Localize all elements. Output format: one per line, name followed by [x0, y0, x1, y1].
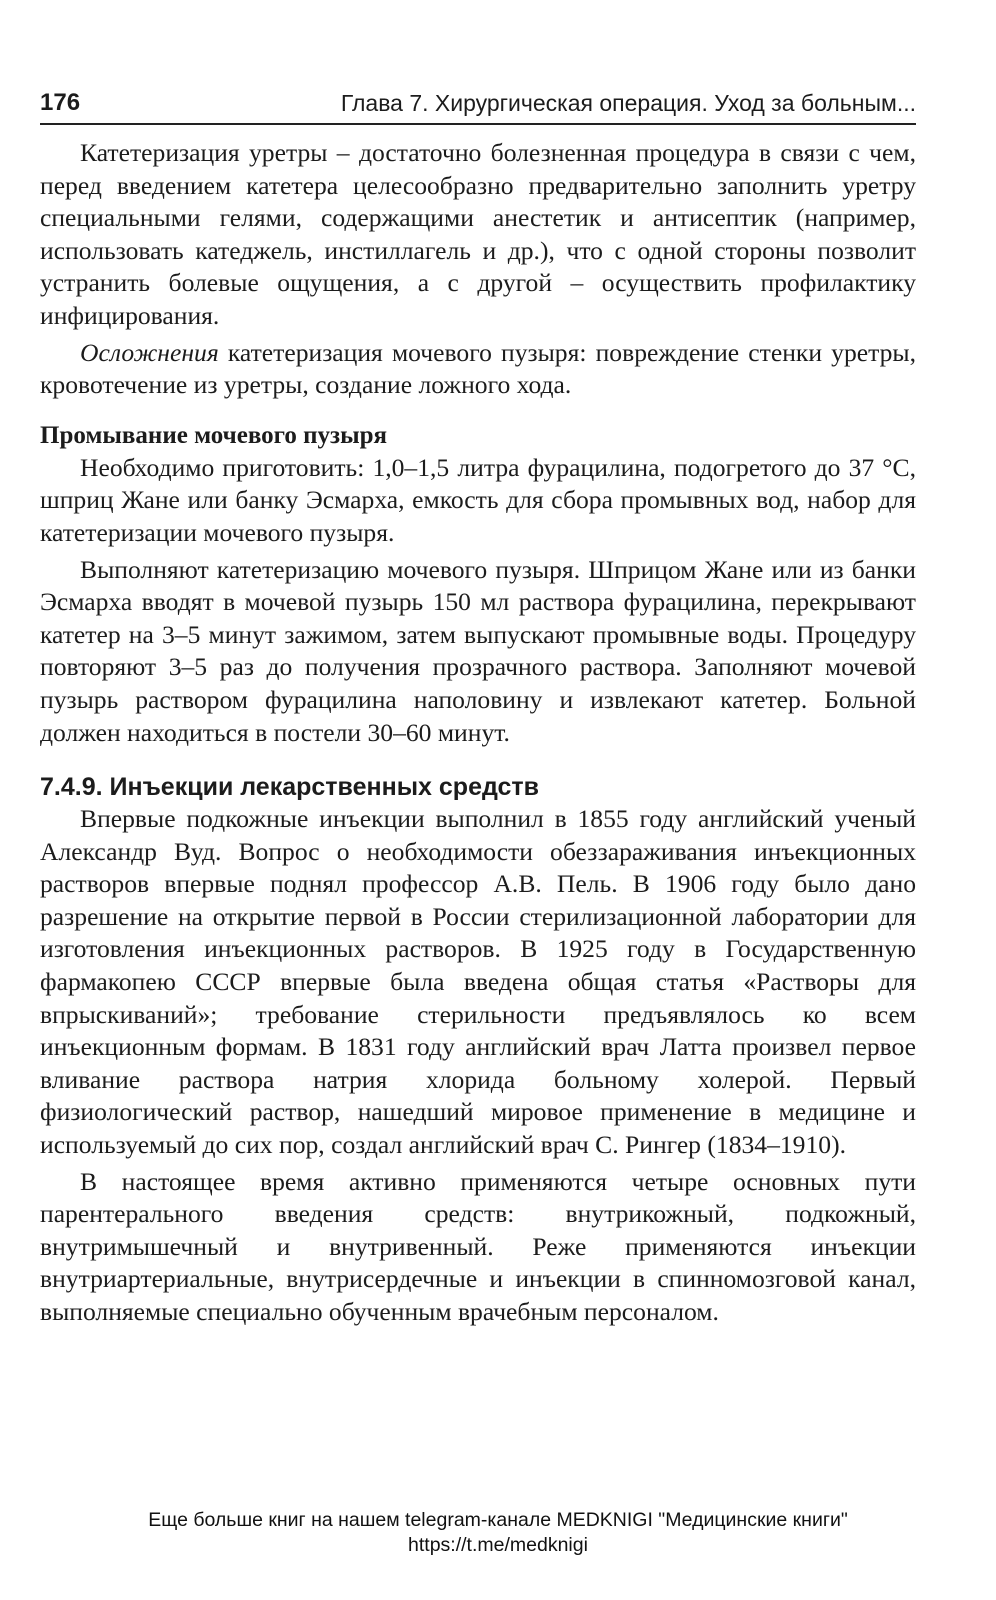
footer-link[interactable]: https://t.me/medknigi — [408, 1534, 588, 1556]
paragraph-irrigation-procedure: Выполняют катетеризацию мочевого пузыря. Шприцом Жане или из банки Эсмарха вводят в мочевой пузырь 150 мл раствора фурацилина, перекрывают катетер на 3–5 минут зажимом, затем выпускают промывные воды. Процедуру повторяют 3–5 раз до получения прозрачного раствора. Заполняют мочевой пузырь раствором фурацилина наполовину и извлекают катетер. Больной должен находиться в постели 30–60 минут. — [40, 554, 916, 747]
book-page — [40, 88, 916, 1329]
paragraph-complications — [40, 337, 916, 402]
paragraph-catheterization-pain: Катетеризация уретры – достаточно болезненная процедура в связи с чем, перед введением катетера целесообразно предварительно заполнить уретру специальными гелями, содержащими анестетик и антисептик (например, использовать катеджель, инстиллагель и др.), что с одной стороны позволит устранить болевые ощущения, а с другой – осуществить профилактику инфицирования. — [40, 138, 916, 330]
footer-promo-text: Еще больше книг на нашем telegram-канале MEDKNIGI "Медицинские книги" — [148, 1509, 848, 1531]
subsection-heading-bladder-irrigation: Промывание мочевого пузыря — [40, 421, 388, 449]
paragraph-injection-routes: В настоящее время активно применяются четыре основных пути парентерального введения средств: внутрикожный, подкожный, внутримышечный и внутривенный. Реже применяются инъекции внутриартериальные, внутрисердечные и инъекции в спинномозговой канал, выполняемые специально обученным врачебным персоналом. — [40, 1166, 916, 1326]
paragraph-injection-history: Впервые подкожные инъекции выполнил в 1855 году английский ученый Александр Вуд. Вопрос о необходимости обеззараживания инъекционных растворов впервые поднял профессор А.В. Пель. В 1906 году было дано разрешение на открытие первой в России стерилизационной лаборатории для изготовления инъекционных растворов. В 1925 году в Государственную фармакопею СССР впервые была введена общая статья «Растворы для впрыскиваний»; требование стерильности предъявлялось ко всем инъекционным формам. В 1831 году английский врач Латта произвел первое вливание раствора натрия хлорида больному холерой. Первый физиологический раствор, нашедший мировое применение в медицине и используемый до сих пор, создал английский врач С. Рингер (1834–1910). — [40, 804, 916, 1160]
telegram-footer — [0, 1508, 996, 1558]
chapter-title: Глава 7. Хирургическая операция. Уход за больным... — [340, 90, 916, 116]
section-heading-injections: 7.4.9. Инъекции лекарственных средств — [40, 773, 540, 802]
body-text — [40, 137, 916, 1329]
page-number: 176 — [40, 89, 81, 116]
complications-term: Осложнения — [80, 337, 219, 367]
running-header — [40, 88, 916, 125]
complications-text: катетеризация мочевого пузыря: повреждение стенки уретры, кровотечение из уретры, создание ложного хода. — [40, 337, 916, 400]
paragraph-irrigation-supplies: Необходимо приготовить: 1,0–1,5 литра фурацилина, подогретого до 37 °С, шприц Жане или банку Эсмарха, емкость для сбора промывных вод, набор для катетеризации мочевого пузыря. — [40, 452, 916, 547]
